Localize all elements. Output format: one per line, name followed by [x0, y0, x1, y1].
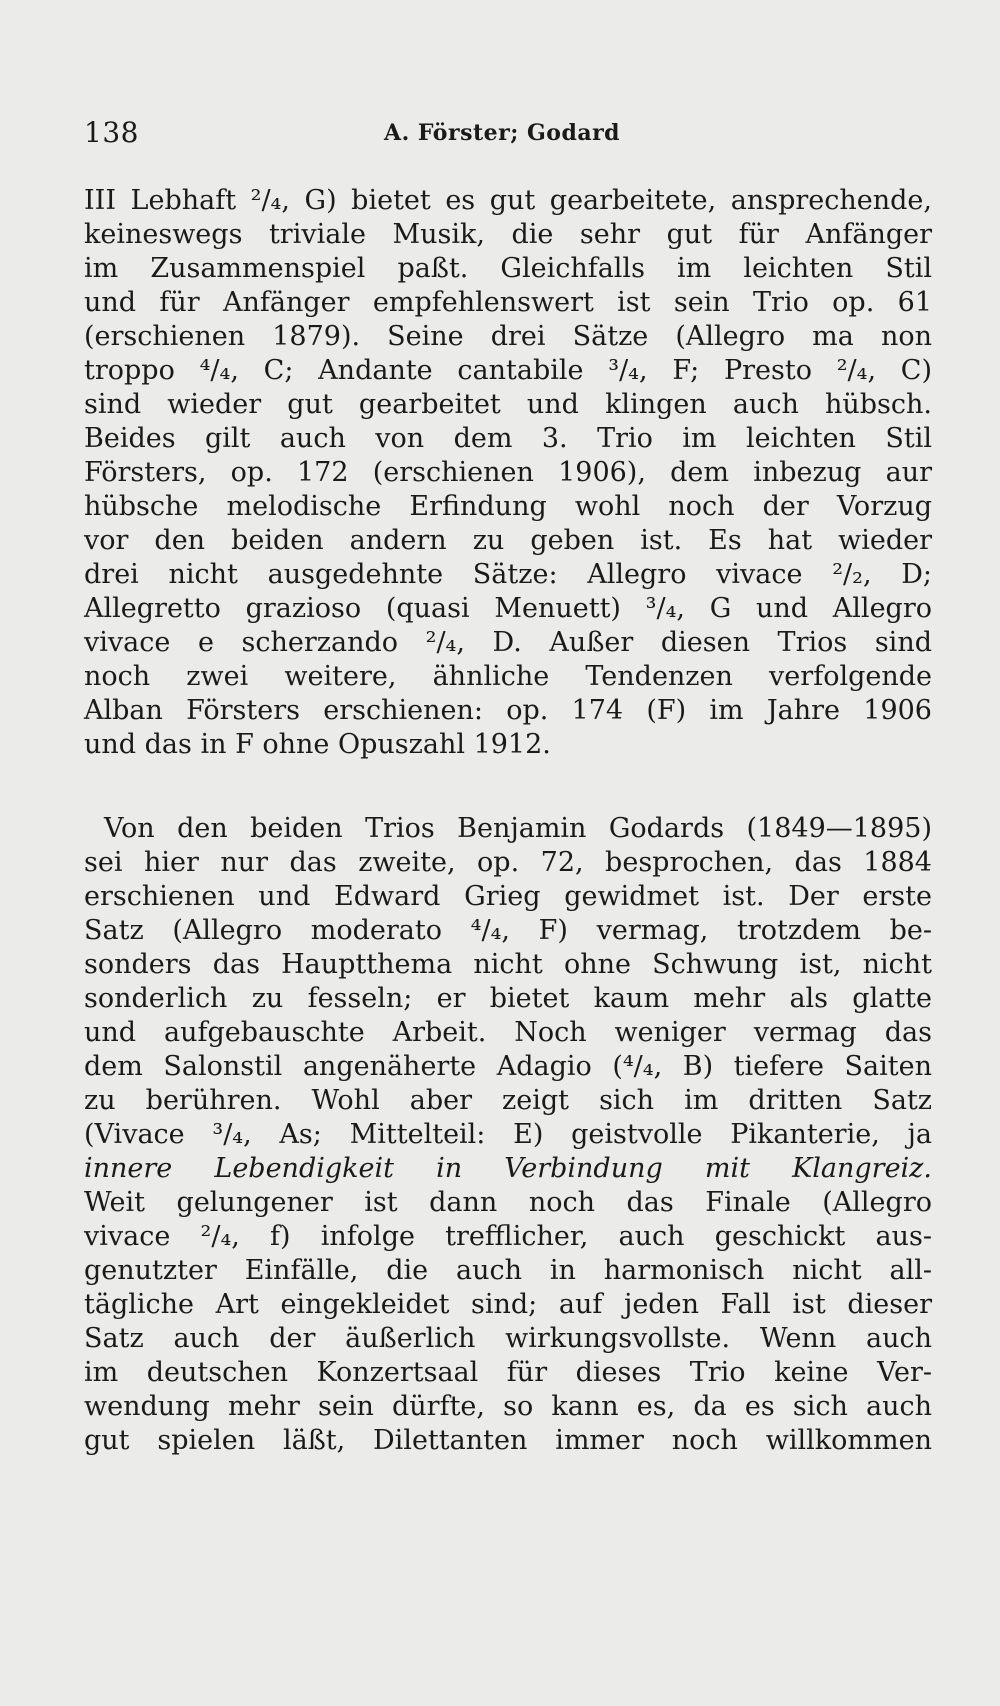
text-line: drei nicht ausgedehnte Sätze: Allegro vivace ²/₂, D; — [84, 559, 932, 590]
page-header — [84, 116, 928, 156]
text-line-italic: innere Lebendigkeit in Verbindung mit Klangreiz. — [84, 1153, 932, 1184]
text-line: hübsche melodische Erfindung wohl noch der Vorzug — [84, 491, 932, 522]
text-line: zu berühren. Wohl aber zeigt sich im dritten Satz — [84, 1085, 932, 1116]
page-number: 138 — [84, 116, 139, 149]
text-line: (Vivace ³/₄, As; Mittelteil: E) geistvolle Pikanterie, ja — [84, 1119, 932, 1150]
text-line: und das in F ohne Opuszahl 1912. — [84, 729, 551, 760]
text-line: vivace ²/₄, f) infolge trefflicher, auch geschickt aus- — [84, 1221, 932, 1252]
text-line: keineswegs triviale Musik, die sehr gut für Anfänger — [84, 219, 932, 250]
paragraph-gap — [84, 762, 932, 812]
body-text — [84, 184, 932, 1458]
text-line: tägliche Art eingekleidet sind; auf jeden Fall ist dieser — [84, 1289, 932, 1320]
text-line: Weit gelungener ist dann noch das Finale (Allegro — [84, 1187, 932, 1218]
text-line: vor den beiden andern zu geben ist. Es hat wieder — [84, 525, 932, 556]
text-line: sei hier nur das zweite, op. 72, besprochen, das 1884 — [84, 847, 932, 878]
text-line: und für Anfänger empfehlenswert ist sein Trio op. 61 — [84, 287, 932, 318]
text-line: Satz auch der äußerlich wirkungsvollste. Wenn auch — [84, 1323, 932, 1354]
text-line: und aufgebauschte Arbeit. Noch weniger vermag das — [84, 1017, 932, 1048]
text-line: noch zwei weitere, ähnliche Tendenzen verfolgende — [84, 661, 932, 692]
text-line: im deutschen Konzertsaal für dieses Trio keine Ver- — [84, 1357, 932, 1388]
text-line: Beides gilt auch von dem 3. Trio im leichten Stil — [84, 423, 932, 454]
text-line: Försters, op. 172 (erschienen 1906), dem inbezug aur — [84, 457, 932, 488]
text-line: sonders das Hauptthema nicht ohne Schwung ist, nicht — [84, 949, 932, 980]
text-line: Von den beiden Trios Benjamin Godards (1849—1895) — [104, 813, 932, 844]
text-line: Allegretto grazioso (quasi Menuett) ³/₄, G und Allegro — [84, 593, 932, 624]
text-line: Alban Försters erschienen: op. 174 (F) im Jahre 1906 — [84, 695, 932, 726]
text-line: Satz (Allegro moderato ⁴/₄, F) vermag, trotzdem be- — [84, 915, 932, 946]
text-line: erschienen und Edward Grieg gewidmet ist. Der erste — [84, 881, 932, 912]
text-line: genutzter Einfälle, die auch in harmonisch nicht all- — [84, 1255, 932, 1286]
text-line: im Zusammenspiel paßt. Gleichfalls im leichten Stil — [84, 253, 932, 284]
text-line: sind wieder gut gearbeitet und klingen auch hübsch. — [84, 389, 932, 420]
text-line: sonderlich zu fesseln; er bietet kaum mehr als glatte — [84, 983, 932, 1014]
text-line: wendung mehr sein dürfte, so kann es, da es sich auch — [84, 1391, 932, 1422]
text-line: III Lebhaft ²/₄, G) bietet es gut gearbeitete, ansprechende, — [84, 185, 932, 216]
running-head: A. Förster; Godard — [384, 120, 621, 146]
text-line: gut spielen läßt, Dilettanten immer noch willkommen — [84, 1425, 932, 1456]
text-line: dem Salonstil angenäherte Adagio (⁴/₄, B) tiefere Saiten — [84, 1051, 932, 1082]
text-line: troppo ⁴/₄, C; Andante cantabile ³/₄, F; Presto ²/₄, C) — [84, 355, 932, 386]
text-line: (erschienen 1879). Seine drei Sätze (Allegro ma non — [84, 321, 932, 352]
text-line: vivace e scherzando ²/₄, D. Außer diesen Trios sind — [84, 627, 932, 658]
